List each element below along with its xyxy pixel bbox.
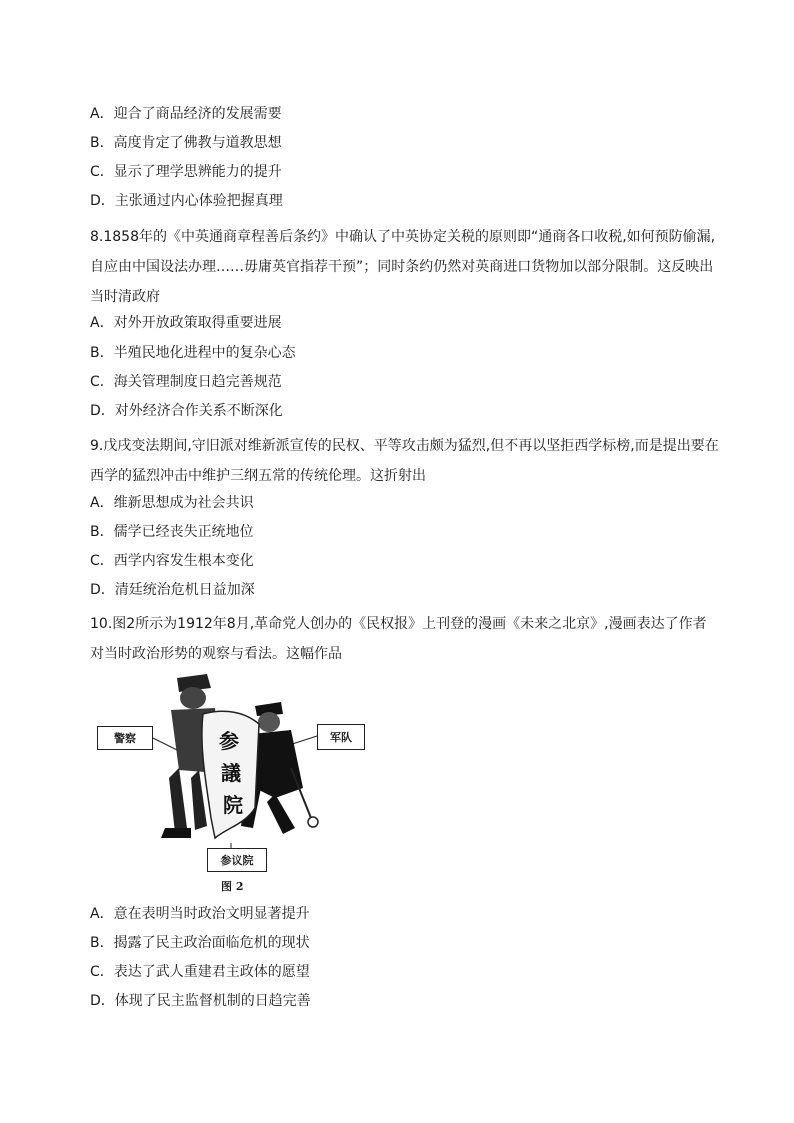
q8-stem: 8.1858年的《中英通商章程善后条约》中确认了中英协定关税的原则即“通商各口收税,如何预防偷漏,自应由中国设法办理……毋庸英官指荐干预”；同时条约仍然对英商进口货物加以部分限制。这反映出当时清政府: [90, 229, 716, 305]
label-police: 警察: [97, 726, 153, 750]
q10-option-a: A．意在表明当时政治文明显著提升: [90, 906, 310, 922]
q10-option-d: D．体现了民主监督机制的日趋完善: [90, 993, 311, 1009]
q8-option-c: C．海关管理制度日趋完善规范: [90, 374, 282, 390]
q7-option-b: B．高度肯定了佛教与道教思想: [90, 135, 282, 151]
banner-char-2: 議: [221, 761, 241, 785]
q9-option-b: B．儒学已经丧失正统地位: [90, 524, 254, 540]
q10-stem: 10.图2所示为1912年8月,革命党人创办的《民权报》上刊登的漫画《未来之北京》,漫画表达了作者对当时政治形势的观察与看法。这幅作品: [90, 616, 707, 662]
q9-option-a: A．维新思想成为社会共识: [90, 495, 254, 511]
label-senate: 参议院: [207, 848, 267, 872]
q9-stem: 9.戊戌变法期间,守旧派对维新派宣传的民权、平等攻击颇为猛烈,但不再以坚拒西学标榜,而是提出要在西学的猛烈冲击中维护三纲五常的传统伦理。这折射出: [90, 438, 719, 484]
q8-option-d: D．对外经济合作关系不断深化: [90, 403, 283, 419]
q10-option-c: C．表达了武人重建君主政体的愿望: [90, 964, 310, 980]
cartoon-figure: [95, 668, 365, 894]
q7-option-c: C．显示了理学思辨能力的提升: [90, 164, 282, 180]
q7-option-a: A．迎合了商品经济的发展需要: [90, 106, 282, 122]
q7-option-d: D．主张通过内心体验把握真理: [90, 193, 283, 209]
q8-option-b: B．半殖民地化进程中的复杂心态: [90, 345, 296, 361]
q9-option-c: C．西学内容发生根本变化: [90, 553, 254, 569]
q10-option-b: B．揭露了民主政治面临危机的现状: [90, 935, 310, 951]
banner-char-1: 参: [219, 729, 239, 753]
label-army: 军队: [317, 724, 365, 750]
banner-char-3: 院: [223, 793, 243, 817]
q8-option-a: A．对外开放政策取得重要进展: [90, 315, 282, 331]
q9-option-d: D．清廷统治危机日益加深: [90, 582, 255, 598]
figure-caption: 图 2: [221, 880, 244, 893]
